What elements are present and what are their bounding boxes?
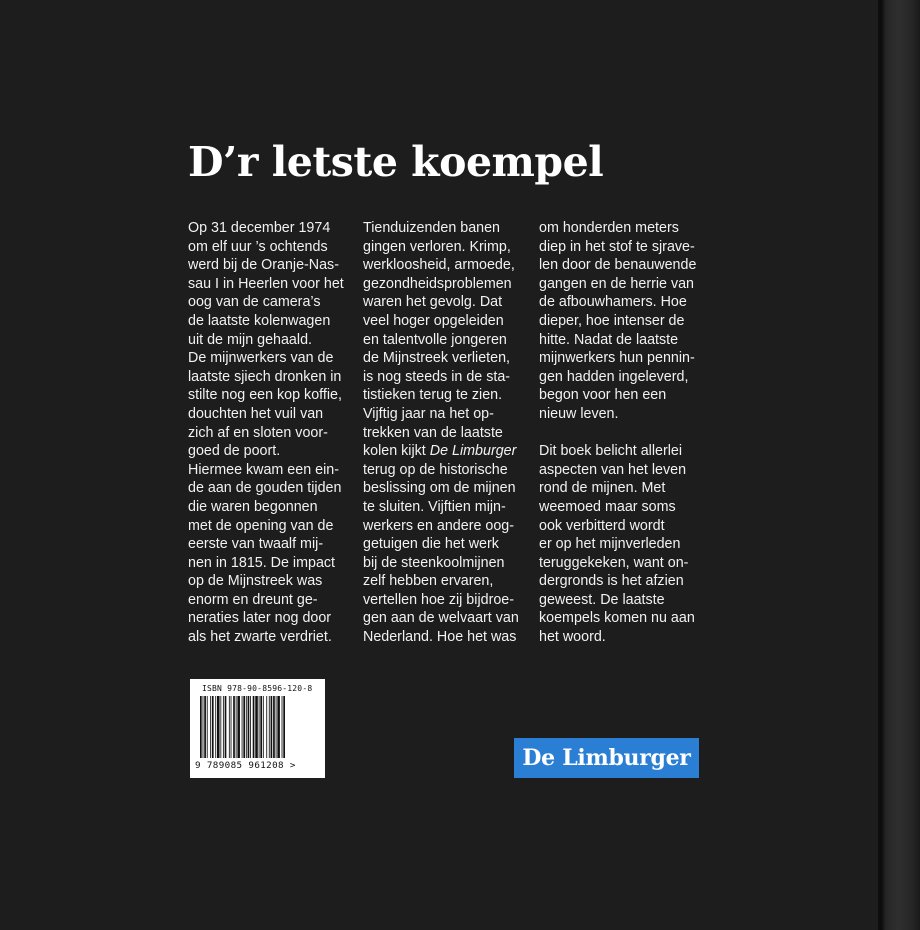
barcode-bar xyxy=(277,696,280,758)
blurb-line: aspecten van het leven xyxy=(539,461,687,478)
blurb-line: Op 31 december 1974 xyxy=(188,220,331,236)
blurb-line: tistieken terug te zien. xyxy=(363,387,503,404)
isbn-barcode xyxy=(190,679,325,778)
barcode-bar xyxy=(271,696,273,758)
barcode-bar xyxy=(207,696,208,758)
blurb-line: Dit boek belicht allerlei xyxy=(539,443,683,460)
blurb-line: nen in 1815. De impact xyxy=(188,554,336,571)
blurb-line: het woord. xyxy=(539,629,606,646)
barcode-bar xyxy=(200,696,202,758)
blurb-line: is nog steeds in de sta- xyxy=(363,368,511,385)
blurb-column-1 xyxy=(188,219,344,647)
barcode-bar xyxy=(282,696,283,758)
blurb-column-2 xyxy=(363,219,519,647)
barcode-bar xyxy=(243,696,245,758)
blurb-line: sau I in Heerlen voor het xyxy=(188,275,344,292)
barcode-bar xyxy=(255,696,258,758)
blurb-line: om honderden meters xyxy=(539,220,679,236)
barcode-bar xyxy=(276,696,277,758)
blurb-line: getuigen die het werk xyxy=(363,536,499,553)
blurb-line: Hiermee kwam een ein- xyxy=(188,461,339,478)
de-limburger-logo xyxy=(514,738,699,778)
spine-edge xyxy=(878,0,880,930)
barcode-bar xyxy=(231,696,232,758)
blurb-line: gen hadden ingeleverd, xyxy=(539,368,689,385)
blurb-line: te sluiten. Vijftien mijn- xyxy=(363,498,506,515)
barcode-bar xyxy=(263,696,264,758)
blurb-line: oog van de camera’s xyxy=(188,294,321,311)
blurb-line: Tienduizenden banen xyxy=(363,220,500,236)
blurb-line: enorm en dreunt ge- xyxy=(188,591,318,608)
blurb-line: bij de steenkoolmijnen xyxy=(363,554,505,571)
blurb-line: beslissing om de mijnen xyxy=(363,480,516,497)
ean-digits: 9 789085 961208 > xyxy=(195,760,296,771)
blurb-line: Vijftig jaar na het op- xyxy=(363,405,494,422)
blurb-line: len door de benauwende xyxy=(539,257,697,274)
barcode-bar xyxy=(210,696,211,758)
blurb-line: werkloosheid, armoede, xyxy=(363,257,515,274)
blurb-line: neraties later nog door xyxy=(188,610,332,627)
barcode-bar xyxy=(203,696,204,758)
paragraph-gap xyxy=(539,424,696,443)
blurb-line: met de opening van de xyxy=(188,517,334,534)
barcode-bar xyxy=(250,696,251,758)
blurb-line: goed de poort. xyxy=(188,443,281,460)
blurb-line: begon voor hen een xyxy=(539,387,667,404)
blurb-line: Nederland. Hoe het was xyxy=(363,629,517,646)
blurb-line: werkers en andere oog- xyxy=(363,517,514,534)
blurb-line: gingen verloren. Krimp, xyxy=(363,238,511,255)
barcode-bar xyxy=(283,696,285,758)
barcode-bar xyxy=(269,696,270,758)
blurb-line: gezondheidsproblemen xyxy=(363,275,512,292)
blurb-line: gen aan de welvaart van xyxy=(363,610,519,627)
barcode-bar xyxy=(253,696,255,758)
isbn-label: ISBN 978-90-8596-120-8 xyxy=(202,684,313,693)
barcode-bar xyxy=(273,696,275,758)
blurb-line: dieper, hoe intenser de xyxy=(539,312,685,329)
barcode-bars xyxy=(200,696,315,758)
blurb-line: zelf hebben ervaren, xyxy=(363,573,494,590)
logo-text: De Limburger xyxy=(522,745,691,771)
blurb-line: werd bij de Oranje-Nas- xyxy=(188,257,339,274)
blurb-line: dergronds is het afzien xyxy=(539,573,684,590)
blurb-line: op de Mijnstreek was xyxy=(188,573,323,590)
blurb-line: er op het mijnverleden xyxy=(539,536,681,553)
blurb-line: vertellen hoe zij bijdroe- xyxy=(363,591,514,608)
blurb-line: om elf uur ’s ochtends xyxy=(188,238,328,255)
barcode-bar xyxy=(242,696,243,758)
blurb-line: gangen en de herrie van xyxy=(539,275,695,292)
blurb-line: kolen kijkt De Limburger xyxy=(363,443,517,460)
blurb-column-3 xyxy=(539,219,696,647)
blurb-line: eerste van twaalf mij- xyxy=(188,536,324,553)
barcode-bar xyxy=(212,696,214,758)
barcode-bar xyxy=(229,696,230,758)
newspaper-name: De Limburger xyxy=(429,443,517,460)
blurb-line: rond de mijnen. Met xyxy=(539,480,666,497)
barcode-bar xyxy=(220,696,221,758)
barcode-bar xyxy=(236,696,237,758)
barcode-bar xyxy=(266,696,267,758)
blurb-line: als het zwarte verdriet. xyxy=(188,629,332,646)
barcode-bar xyxy=(204,696,206,758)
barcode-bar xyxy=(223,696,224,758)
blurb-line: weemoed maar soms xyxy=(539,498,676,515)
blurb-line: hitte. Nadat de laatste xyxy=(539,331,679,348)
barcode-bar xyxy=(217,696,220,758)
blurb-line: veel hoger opgeleiden xyxy=(363,312,504,329)
book-title: D’r letste koempel xyxy=(188,138,604,186)
blurb-line: koempels komen nu aan xyxy=(539,610,695,627)
blurb-line: laatste sjiech dronken in xyxy=(188,368,342,385)
blurb-line: trekken van de laatste xyxy=(363,424,503,441)
blurb-line: de aan de gouden tijden xyxy=(188,480,342,497)
barcode-bar xyxy=(260,696,262,758)
barcode-bar xyxy=(237,696,240,758)
blurb-line: en talentvolle jongeren xyxy=(363,331,507,348)
blurb-line: teruggekeken, want on- xyxy=(539,554,689,571)
blurb-line: geweest. De laatste xyxy=(539,591,665,608)
blurb-line: de afbouwhamers. Hoe xyxy=(539,294,687,311)
barcode-bar xyxy=(246,696,247,758)
barcode-bar xyxy=(259,696,260,758)
blurb-line: stilte nog een kop koffie, xyxy=(188,387,342,404)
blurb-line: douchten het vuil van xyxy=(188,405,324,422)
blurb-line: zich af en sloten voor- xyxy=(188,424,328,441)
book-spine xyxy=(878,0,920,930)
blurb-line: waren het gevolg. Dat xyxy=(363,294,503,311)
barcode-bar xyxy=(233,696,235,758)
blurb-line: ook verbitterd wordt xyxy=(539,517,665,534)
barcode-bar xyxy=(215,696,216,758)
barcode-bar xyxy=(248,696,250,758)
blurb-line: de Mijnstreek verlieten, xyxy=(363,350,511,367)
blurb-line: diep in het stof te sjrave- xyxy=(539,238,695,255)
blurb-line: De mijnwerkers van de xyxy=(188,350,334,367)
blurb-line: uit de mijn gehaald. xyxy=(188,331,312,348)
barcode-bar xyxy=(225,696,227,758)
blurb-line: de laatste kolenwagen xyxy=(188,312,331,329)
blurb-line: die waren begonnen xyxy=(188,498,318,515)
blurb-line: terug op de historische xyxy=(363,461,508,478)
blurb-line: nieuw leven. xyxy=(539,405,619,422)
blurb-line: mijnwerkers hun pennin- xyxy=(539,350,695,367)
